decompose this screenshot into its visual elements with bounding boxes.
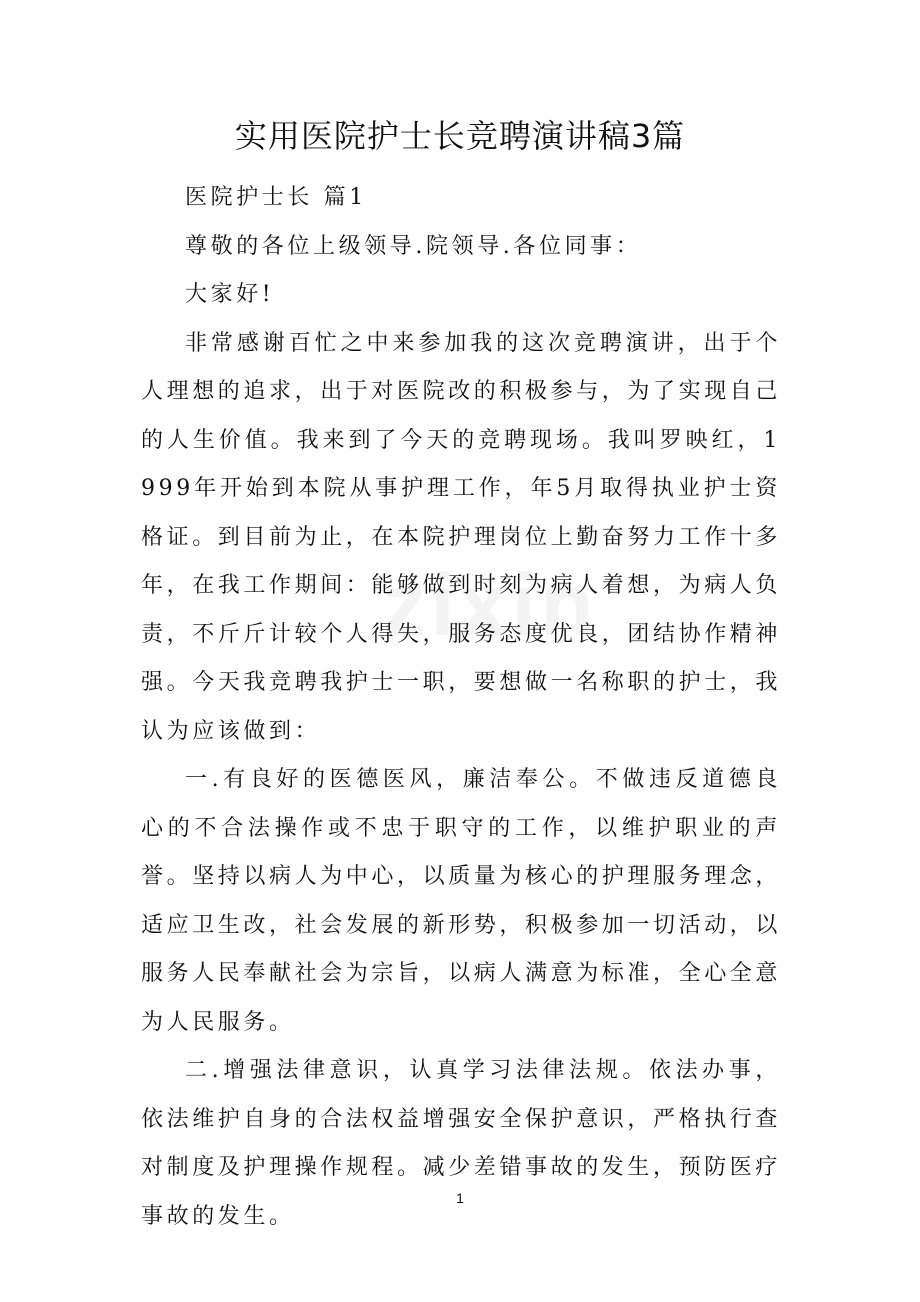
section-heading: 医院护士长 篇1 [185,185,367,210]
page-number: 1 [456,1190,464,1206]
document-body [141,174,781,1241]
paragraph-point-two: 二.增强法律意识，认真学习法律法规。依法办事，依法维护自身的合法权益增强安全保护意识，严格执行查对制度及护理操作规程。减少差错事故的发生，预防医疗事故的发生。 [141,1058,782,1229]
document-title: 实用医院护士长竞聘演讲稿3篇 [234,117,686,155]
greeting: 大家好! [185,282,275,307]
paragraph-point-one: 一.有良好的医德医风，廉洁奉公。不做违反道德良心的不合法操作或不忠于职守的工作，以维护职业的声誉。坚持以病人为中心，以质量为核心的护理服务理念，适应卫生改，社会发展的新形势，积极参加一切活动，以服务人民奉献社会为宗旨，以病人满意为标准，全心全意为人民服务。 [141,767,782,1035]
paragraph-intro: 非常感谢百忙之中来参加我的这次竞聘演讲，出于个人理想的追求，出于对医院改的积极参与，为了实现自己的人生价值。我来到了今天的竞聘现场。我叫罗映红，1999年开始到本院从事护理工作，年5月取得执业护士资格证。到目前为止，在本院护理岗位上勤奋努力工作十多年，在我工作期间：能够做到时刻为病人着想，为病人负责，不斤斤计较个人得失，服务态度优良，团结协作精神强。今天我竞聘我护士一职，要想做一名称职的护士，我认为应该做到： [141,330,782,744]
salutation: 尊敬的各位上级领导.院领导.各位同事： [185,233,642,259]
